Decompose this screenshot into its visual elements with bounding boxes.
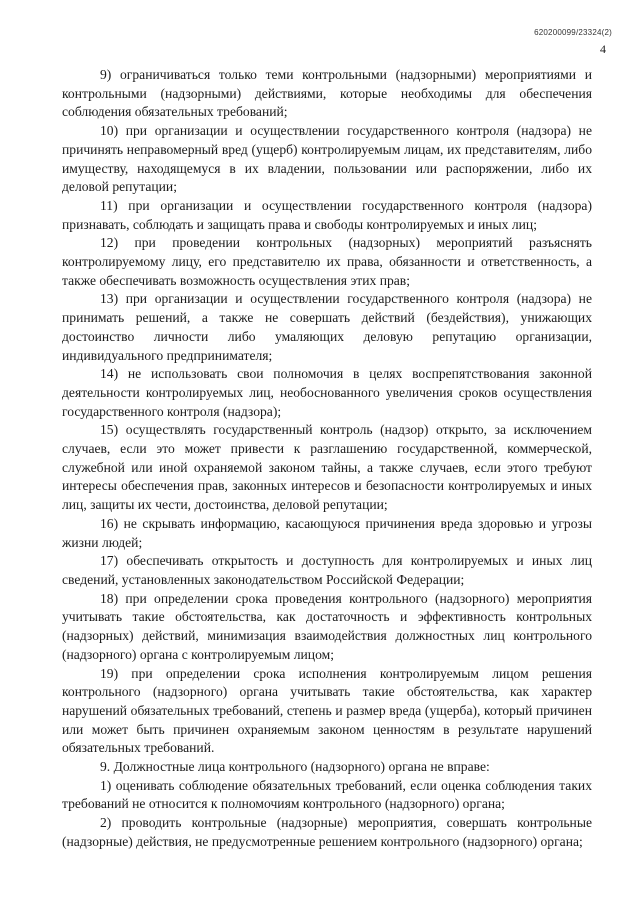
paragraph-item-18: 18) при определении срока проведения контрольного (надзорного) мероприятия учитывать такие обстоятельства, как достаточность и эффективность контрольных (надзорных) действий, минимизация взаимодействия должностных лиц контрольного (надзорного) органа с контролируемым лицом;: [62, 590, 592, 662]
paragraph-item-11: 11) при организации и осуществлении государственного контроля (надзора) признавать, соблюдать и защищать права и свободы контролируемых и иных лиц;: [62, 197, 592, 232]
paragraph-item-14: 14) не использовать свои полномочия в целях воспрепятствования законной деятельности контролируемых лиц, необоснованного увеличения сроков осуществления государственного контроля (надзора);: [62, 366, 592, 419]
page-number: 4: [600, 42, 606, 56]
paragraph-item-9: 9) ограничиваться только теми контрольными (надзорными) мероприятиями и контрольными (надзорными) действиями, которые необходимы для обеспечения соблюдения обязательных требований;: [62, 67, 592, 120]
document-id: 620200099/23324(2): [534, 28, 612, 37]
prohibition-item-2: 2) проводить контрольные (надзорные) мероприятия, совершать контрольные (надзорные) действия, не предусмотренные решением контрольного (надзорного) органа;: [62, 815, 592, 849]
paragraph-item-16: 16) не скрывать информацию, касающуюся причинения вреда здоровью и угрозы жизни людей;: [62, 515, 592, 550]
paragraph-item-19: 19) при определении срока исполнения контролируемым лицом решения контрольного (надзорного) органа учитывать такие обстоятельства, как характер нарушений обязательных требований, степень и размер вреда (ущерба), который причинен или может быть причинен охраняемым законом ценностям в результате нарушений обязательных требований.: [62, 665, 592, 756]
document-body: [62, 66, 592, 852]
paragraph-item-12: 12) при проведении контрольных (надзорных) мероприятий разъяснять контролируемому лицу, его представителю их права, обязанности и ответственность, а также обеспечивать возможность осуществления этих прав;: [62, 235, 592, 288]
prohibition-item-1: 1) оценивать соблюдение обязательных требований, если оценка соблюдения таких требований не относится к полномочиям контрольного (надзорного) органа;: [62, 777, 592, 812]
paragraph-item-10: 10) при организации и осуществлении государственного контроля (надзора) не причинять неправомерный вред (ущерб) контролируемым лицам, их представителям, либо имуществу, находящемуся в их владении, пользовании или распоряжении, либо их деловой репутации;: [62, 123, 592, 195]
section-9-heading: 9. Должностные лица контрольного (надзорного) органа не вправе:: [100, 759, 490, 775]
paragraph-item-15: 15) осуществлять государственный контроль (надзор) открыто, за исключением случаев, если это может привести к разглашению государственной, коммерческой, служебной или иной охраняемой законом тайны, а также случаев, если этого требуют интересы обеспечения прав, законных интересов и безопасности контролируемых и иных лиц, защиты их чести, достоинства, деловой репутации;: [62, 422, 592, 513]
paragraph-item-13: 13) при организации и осуществлении государственного контроля (надзора) не принимать решений, а также не совершать действий (бездействия), унижающих достоинство личности либо умаляющих деловую репутацию организации, индивидуального предпринимателя;: [62, 291, 592, 363]
paragraph-item-17: 17) обеспечивать открытость и доступность для контролируемых и иных лиц сведений, установленных законодательством Российской Федерации;: [62, 553, 592, 587]
